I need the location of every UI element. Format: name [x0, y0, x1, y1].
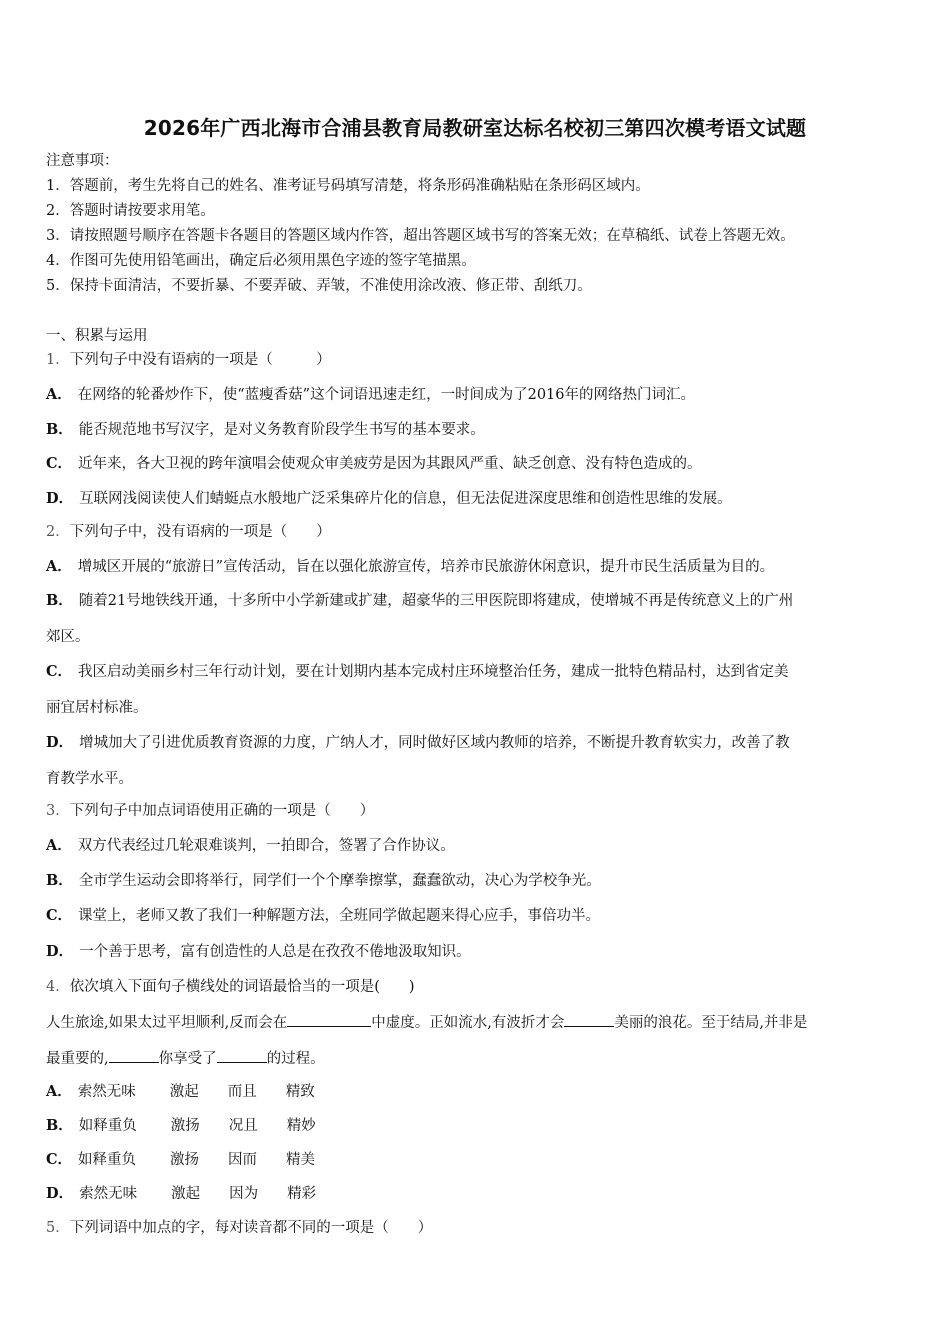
- option-text: 全市学生运动会即将举行，同学们一个个摩拳擦掌，蠢蠢欲动，决心为学校争光。: [78, 873, 601, 889]
- notice-item: 5．保持卡面清洁，不要折暴、不要弄破、弄皱，不准使用涂改液、修正带、刮纸刀。: [46, 278, 592, 294]
- option-text: 互联网浅阅读使人们蜻蜓点水般地广泛采集碎片化的信息，但无法促进深度思维和创造性思维的发展。: [79, 491, 732, 507]
- choice-word: 因为: [229, 1186, 259, 1202]
- option-letter: D．: [46, 734, 74, 751]
- q3-option-a: [46, 836, 455, 856]
- q1-option-d: [46, 489, 732, 509]
- option-letter: C．: [46, 663, 73, 680]
- q4-option-d: [46, 1184, 316, 1204]
- page-title: 2026年广西北海市合浦县教育局教研室达标名校初三第四次模考语文试题: [143, 116, 807, 140]
- option-text: 一个善于思考，富有创造性的人总是在孜孜不倦地汲取知识。: [79, 944, 471, 960]
- option-letter: B．: [46, 421, 73, 438]
- fill-blank: [109, 1048, 159, 1063]
- choice-word: 况且: [228, 1118, 258, 1134]
- option-text: 课堂上，老师又教了我们一种解题方法，全班同学做起题来得心应手，事倍功半。: [78, 908, 601, 924]
- option-text: 随着21号地铁线开通，十多所中小学新建或扩建，超豪华的三甲医院即将建成，使增城不再是传统意义上的广州: [78, 593, 794, 609]
- choice-word: 索然无味: [79, 1186, 138, 1202]
- fill-blank: [217, 1048, 267, 1063]
- passage-text: 中虚度。正如流水,有波折才会: [371, 1015, 565, 1031]
- notice-item: 4．作图可先使用铅笔画出，确定后必须用黑色字迹的签字笔描黑。: [46, 253, 476, 269]
- q2-option-c-cont: 丽宜居村标准。: [46, 700, 148, 716]
- option-text: 增城加大了引进优质教育资源的力度，广纳人才，同时做好区域内教师的培养，不断提升教育软实力，改善了教: [79, 735, 790, 751]
- choice-word: 精彩: [287, 1186, 317, 1202]
- q1-option-b: [46, 420, 485, 440]
- option-letter: A．: [46, 837, 72, 854]
- notice-item: 1．答题前，考生先将自己的姓名、准考证号码填写清楚，将条形码准确粘贴在条形码区域内。: [46, 178, 650, 194]
- q2-option-c: [46, 662, 789, 682]
- question-number: 1．: [46, 352, 70, 368]
- question-text: 依次填入下面句子横线处的词语最恰当的一项是( ): [69, 979, 415, 995]
- option-letter: B．: [46, 872, 73, 889]
- question-text: 下列词语中加点的字，每对读音都不同的一项是（ ）: [69, 1220, 433, 1236]
- question-2-stem: [46, 522, 331, 542]
- section-heading: 一、积累与运用: [46, 328, 148, 344]
- choice-word: 精美: [286, 1152, 316, 1168]
- choice-word: 激扬: [170, 1118, 200, 1134]
- question-3-stem: [46, 801, 374, 821]
- q2-option-a: [46, 557, 774, 577]
- passage-text: 最重要的,: [46, 1051, 109, 1067]
- question-number: 5．: [46, 1220, 70, 1236]
- q2-option-d-cont: 育教学水平。: [46, 771, 133, 787]
- passage-text: 人生旅途,如果太过平坦顺利,反而会在: [46, 1015, 288, 1031]
- option-text: 增城区开展的“旅游日”宣传活动，旨在以强化旅游宣传，培养市民旅游休闲意识，提升市民生活质量为目的。: [77, 559, 775, 575]
- option-letter: C．: [46, 1151, 73, 1168]
- passage-text: 你享受了: [158, 1051, 217, 1067]
- option-text: 近年来，各大卫视的跨年演唱会使观众审美疲劳是因为其跟风严重、缺乏创意、没有特色造成的。: [78, 456, 702, 472]
- passage-text: 美丽的浪花。至于结局,并非是: [614, 1015, 808, 1031]
- choice-word: 如释重负: [78, 1152, 137, 1168]
- option-letter: D．: [46, 943, 74, 960]
- notice-item: 3．请按照题号顺序在答题卡各题目的答题区域内作答，超出答题区域书写的答案无效；在草稿纸、试卷上答题无效。: [46, 228, 795, 244]
- choice-word: 如释重负: [78, 1118, 137, 1134]
- question-5-stem: [46, 1218, 432, 1238]
- choice-word: 激扬: [170, 1152, 200, 1168]
- notice-heading: 注意事项：: [46, 153, 119, 169]
- option-letter: D．: [46, 1185, 74, 1202]
- question-4-stem: [46, 977, 415, 997]
- question-number: 3．: [46, 803, 70, 819]
- choice-word: 激起: [171, 1186, 201, 1202]
- passage-text: 的过程。: [266, 1051, 325, 1067]
- q1-option-c: [46, 454, 702, 474]
- option-letter: C．: [46, 455, 73, 472]
- q2-option-b: [46, 591, 793, 611]
- notice-item: 2．答题时请按要求用笔。: [46, 203, 215, 219]
- q4-option-b: [46, 1116, 316, 1136]
- choice-word: 精妙: [286, 1118, 316, 1134]
- question-number: 4．: [46, 979, 70, 995]
- option-letter: A．: [46, 558, 72, 575]
- question-text: 下列句子中，没有语病的一项是（ ）: [69, 524, 331, 540]
- q1-option-a: [46, 385, 695, 405]
- q3-option-c: [46, 906, 600, 926]
- q3-option-b: [46, 871, 601, 891]
- q2-option-d: [46, 733, 790, 753]
- option-text: 在网络的轮番炒作下，使“蓝瘦香菇”这个词语迅速走红，一时间成为了2016年的网络热门词汇。: [77, 387, 695, 403]
- option-text: 能否规范地书写汉字，是对义务教育阶段学生书写的基本要求。: [78, 422, 485, 438]
- choice-word: 因而: [228, 1152, 258, 1168]
- choice-word: 激起: [169, 1084, 199, 1100]
- fill-blank: [564, 1012, 614, 1027]
- choice-word: 索然无味: [77, 1084, 136, 1100]
- option-text: 双方代表经过几轮艰难谈判，一拍即合，签署了合作协议。: [77, 838, 455, 854]
- q2-option-b-cont: 郊区。: [46, 629, 90, 645]
- option-letter: A．: [46, 386, 72, 403]
- q3-option-d: [46, 942, 471, 962]
- choice-word: 而且: [227, 1084, 257, 1100]
- option-letter: A．: [46, 1083, 72, 1100]
- q4-passage-line-2: [46, 1048, 325, 1069]
- option-text: 我区启动美丽乡村三年行动计划，要在计划期内基本完成村庄环境整治任务，建成一批特色精品村，达到省定美: [78, 664, 789, 680]
- question-text: 下列句子中加点词语使用正确的一项是（ ）: [69, 803, 375, 819]
- question-1-stem: [46, 350, 331, 370]
- choice-word: 精致: [285, 1084, 315, 1100]
- q4-option-a: [46, 1082, 315, 1102]
- fill-blank: [287, 1012, 371, 1027]
- q4-option-c: [46, 1150, 315, 1170]
- q4-passage-line-1: [46, 1012, 807, 1033]
- option-letter: B．: [46, 1117, 73, 1134]
- option-letter: B．: [46, 592, 73, 609]
- option-letter: D．: [46, 490, 74, 507]
- question-number: 2．: [46, 524, 70, 540]
- question-text: 下列句子中没有语病的一项是（ ）: [69, 352, 331, 368]
- option-letter: C．: [46, 907, 73, 924]
